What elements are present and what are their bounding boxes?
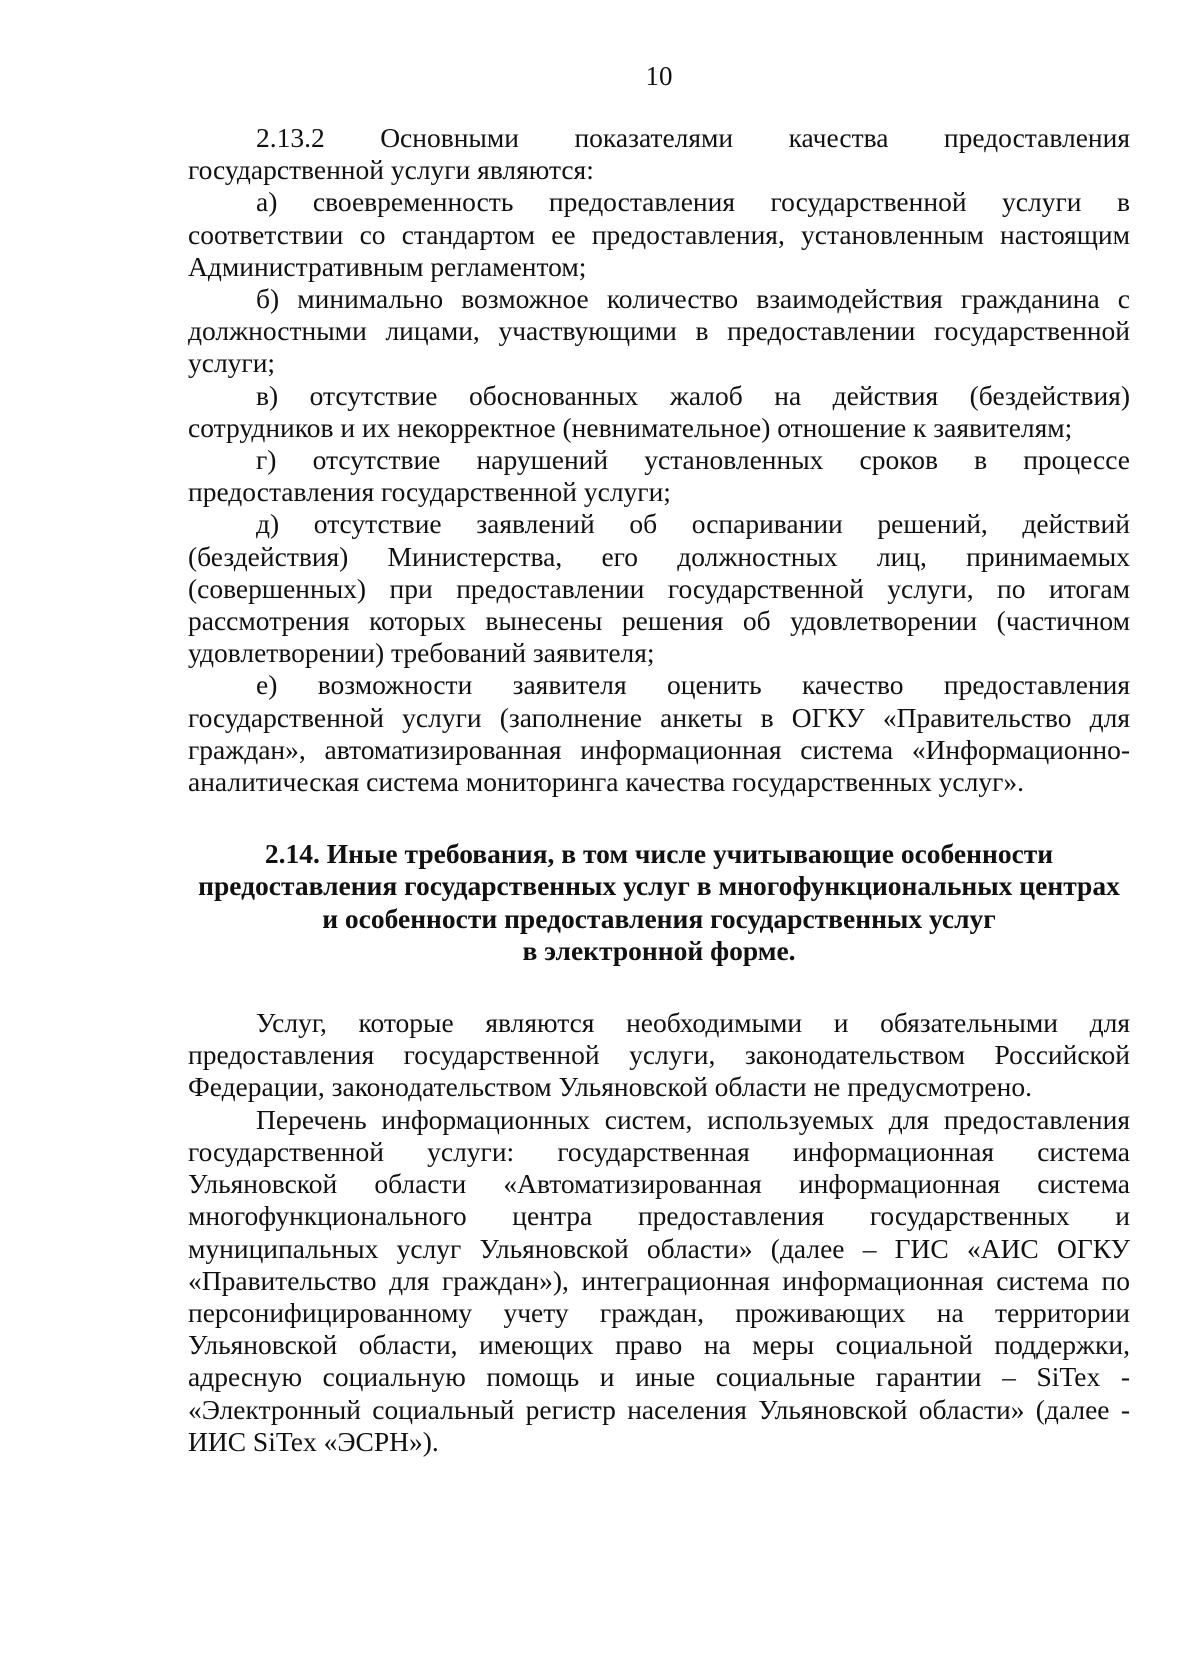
heading-line: и особенности предоставления государственных услуг <box>322 902 996 934</box>
spacer <box>188 967 1130 1007</box>
document-body <box>188 122 1130 1458</box>
list-item-g: г) отсутствие нарушений установленных сроков в процессе предоставления государственной услуги; <box>188 444 1130 508</box>
section-2-14-heading <box>188 838 1130 967</box>
heading-line: 2.14. Иные требования, в том числе учитывающие особенности <box>264 838 1054 870</box>
list-item-e: е) возможности заявителя оценить качество предоставления государственной услуги (заполнение анкеты в ОГКУ «Правительство для граждан», автоматизированная информационная система «Информационно-аналитическая система мониторинга качества государственных услуг». <box>188 669 1130 798</box>
list-item-b: б) минимально возможное количество взаимодействия гражданина с должностными лицами, участвующими в предоставлении государственной услуги; <box>188 283 1130 379</box>
heading-line: в электронной форме. <box>522 934 796 966</box>
list-item-d: д) отсутствие заявлений об оспаривании решений, действий (бездействия) Министерства, его должностных лиц, принимаемых (совершенных) при предоставлении государственной услуги, по итогам рассмотрения которых вынесены решения об удовлетворении (частичном удовлетворении) требований заявителя; <box>188 508 1130 669</box>
list-item-a: а) своевременность предоставления государственной услуги в соответствии со стандартом ее предоставления, установленным настоящим Административным регламентом; <box>188 186 1130 282</box>
heading-line: предоставления государственных услуг в многофункциональных центрах <box>198 870 1120 902</box>
paragraph-services: Услуг, которые являются необходимыми и обязательными для предоставления государственной услуги, законодательством Российской Федерации, законодательством Ульяновской области не предусмотрено. <box>188 1007 1130 1103</box>
paragraph-information-systems: Перечень информационных систем, используемых для предоставления государственной услуги: государственная информационная система Ульяновской области «Автоматизированная информационная система многофункционального центра предоставления государственных и муниципальных услуг Ульяновской области» (далее – ГИС «АИС ОГКУ «Правительство для граждан»), интеграционная информационная система по персонифицированному учету граждан, проживающих на территории Ульяновской области, имеющих право на меры социальной поддержки, адресную социальную помощь и иные социальные гарантии – SiTex - «Электронный социальный регистр населения Ульяновской области» (далее - ИИС SiTex «ЭСРН»). <box>188 1103 1130 1457</box>
paragraph-2-13-2-intro: 2.13.2 Основными показателями качества предоставления государственной услуги являются: <box>188 122 1130 186</box>
page-number: 10 <box>645 61 673 91</box>
list-item-v: в) отсутствие обоснованных жалоб на действия (бездействия) сотрудников и их некорректное (невнимательное) отношение к заявителям; <box>188 379 1130 443</box>
